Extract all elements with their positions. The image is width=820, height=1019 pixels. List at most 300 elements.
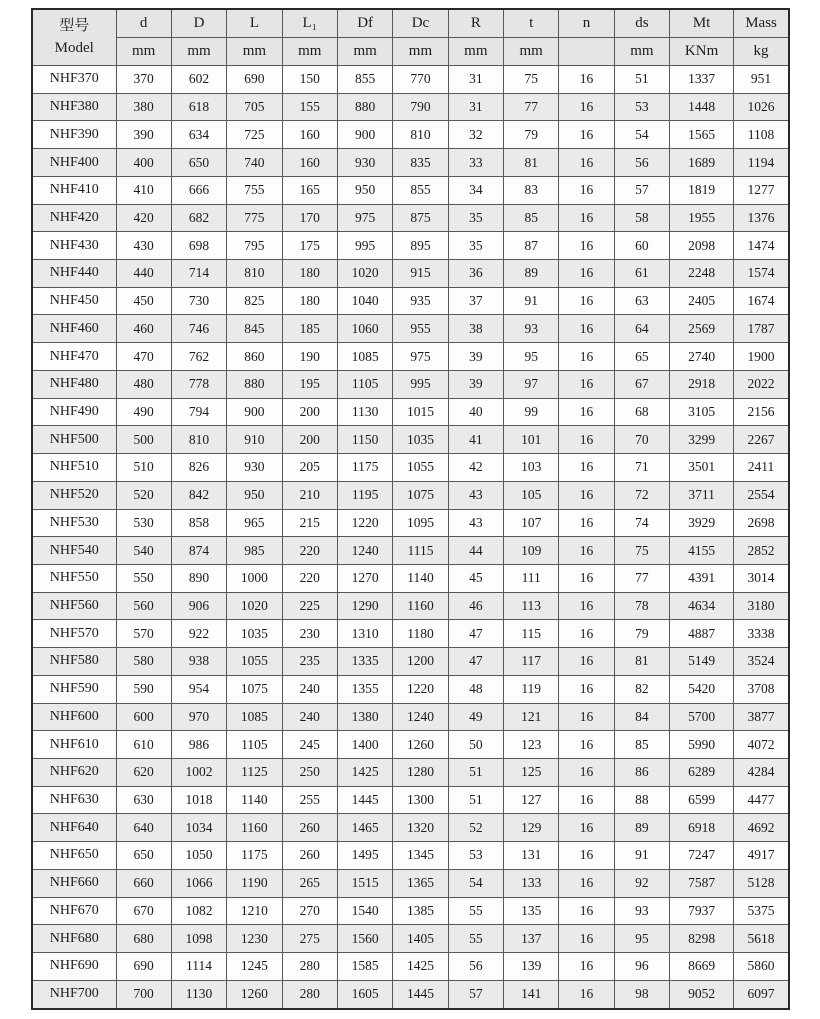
value-cell-n: 16	[559, 758, 614, 786]
value-cell-L: 1210	[227, 897, 282, 925]
value-cell-ds: 71	[614, 454, 669, 482]
value-cell-Mt: 3711	[670, 481, 734, 509]
value-cell-Mt: 3299	[670, 426, 734, 454]
value-cell-Df: 1040	[337, 287, 392, 315]
column-header-Dc: Dc	[393, 9, 448, 38]
value-cell-Dc: 875	[393, 204, 448, 232]
value-cell-t: 81	[504, 149, 559, 177]
value-cell-Mass: 3708	[734, 675, 789, 703]
column-unit-ds: mm	[614, 38, 669, 66]
value-cell-t: 93	[504, 315, 559, 343]
value-cell-Mt: 4634	[670, 592, 734, 620]
value-cell-Dc: 1365	[393, 869, 448, 897]
value-cell-Mt: 1337	[670, 66, 734, 94]
value-cell-n: 16	[559, 370, 614, 398]
value-cell-R: 31	[448, 66, 503, 94]
value-cell-R: 42	[448, 454, 503, 482]
value-cell-L: 950	[227, 481, 282, 509]
model-cell: NHF690	[32, 953, 116, 981]
model-cell: NHF450	[32, 287, 116, 315]
value-cell-Mt: 7247	[670, 842, 734, 870]
value-cell-ds: 56	[614, 149, 669, 177]
model-cell: NHF610	[32, 731, 116, 759]
value-cell-t: 87	[504, 232, 559, 260]
model-cell: NHF620	[32, 758, 116, 786]
model-cell: NHF520	[32, 481, 116, 509]
value-cell-L: 1105	[227, 731, 282, 759]
model-cell: NHF700	[32, 980, 116, 1009]
value-cell-L: 1125	[227, 758, 282, 786]
value-cell-d: 510	[116, 454, 171, 482]
value-cell-ds: 85	[614, 731, 669, 759]
model-header-en: Model	[54, 39, 94, 56]
value-cell-d: 540	[116, 537, 171, 565]
value-cell-n: 16	[559, 648, 614, 676]
value-cell-D: 1082	[171, 897, 226, 925]
value-cell-Mass: 951	[734, 66, 789, 94]
value-cell-D: 842	[171, 481, 226, 509]
value-cell-Df: 1085	[337, 343, 392, 371]
value-cell-Mass: 4477	[734, 786, 789, 814]
value-cell-L: 740	[227, 149, 282, 177]
value-cell-d: 490	[116, 398, 171, 426]
value-cell-Dc: 1280	[393, 758, 448, 786]
value-cell-Mass: 4072	[734, 731, 789, 759]
value-cell-d: 570	[116, 620, 171, 648]
value-cell-Mass: 2022	[734, 370, 789, 398]
value-cell-L1: 160	[282, 121, 337, 149]
value-cell-Mt: 2569	[670, 315, 734, 343]
value-cell-Dc: 835	[393, 149, 448, 177]
value-cell-n: 16	[559, 620, 614, 648]
value-cell-Dc: 855	[393, 176, 448, 204]
table-row	[32, 66, 789, 94]
model-cell: NHF550	[32, 564, 116, 592]
value-cell-L: 965	[227, 509, 282, 537]
value-cell-Df: 1585	[337, 953, 392, 981]
value-cell-L: 1000	[227, 564, 282, 592]
value-cell-Df: 1310	[337, 620, 392, 648]
value-cell-R: 41	[448, 426, 503, 454]
value-cell-Mt: 9052	[670, 980, 734, 1009]
value-cell-t: 111	[504, 564, 559, 592]
value-cell-D: 1034	[171, 814, 226, 842]
value-cell-t: 85	[504, 204, 559, 232]
value-cell-Df: 1400	[337, 731, 392, 759]
model-cell: NHF370	[32, 66, 116, 94]
value-cell-L1: 210	[282, 481, 337, 509]
value-cell-t: 79	[504, 121, 559, 149]
value-cell-d: 530	[116, 509, 171, 537]
value-cell-Dc: 1115	[393, 537, 448, 565]
value-cell-ds: 92	[614, 869, 669, 897]
column-unit-L: mm	[227, 38, 282, 66]
value-cell-L1: 245	[282, 731, 337, 759]
value-cell-Dc: 1095	[393, 509, 448, 537]
value-cell-ds: 70	[614, 426, 669, 454]
value-cell-Dc: 1405	[393, 925, 448, 953]
value-cell-n: 16	[559, 232, 614, 260]
value-cell-ds: 65	[614, 343, 669, 371]
value-cell-R: 32	[448, 121, 503, 149]
value-cell-L1: 155	[282, 93, 337, 121]
value-cell-L: 880	[227, 370, 282, 398]
value-cell-L: 930	[227, 454, 282, 482]
value-cell-t: 91	[504, 287, 559, 315]
table-row	[32, 93, 789, 121]
value-cell-ds: 68	[614, 398, 669, 426]
value-cell-L1: 165	[282, 176, 337, 204]
value-cell-Mt: 4887	[670, 620, 734, 648]
value-cell-n: 16	[559, 121, 614, 149]
value-cell-t: 119	[504, 675, 559, 703]
value-cell-L: 825	[227, 287, 282, 315]
value-cell-Df: 975	[337, 204, 392, 232]
value-cell-Df: 1425	[337, 758, 392, 786]
table-row	[32, 287, 789, 315]
value-cell-Mt: 7937	[670, 897, 734, 925]
value-cell-R: 52	[448, 814, 503, 842]
value-cell-Mass: 2554	[734, 481, 789, 509]
value-cell-Dc: 1160	[393, 592, 448, 620]
value-cell-d: 550	[116, 564, 171, 592]
value-cell-D: 986	[171, 731, 226, 759]
value-cell-Mt: 2918	[670, 370, 734, 398]
table-row	[32, 842, 789, 870]
value-cell-D: 1050	[171, 842, 226, 870]
value-cell-R: 45	[448, 564, 503, 592]
model-cell: NHF670	[32, 897, 116, 925]
model-cell: NHF510	[32, 454, 116, 482]
value-cell-Dc: 1055	[393, 454, 448, 482]
value-cell-R: 49	[448, 703, 503, 731]
value-cell-D: 762	[171, 343, 226, 371]
value-cell-Mt: 1955	[670, 204, 734, 232]
value-cell-Df: 1445	[337, 786, 392, 814]
value-cell-Mt: 1448	[670, 93, 734, 121]
value-cell-L1: 175	[282, 232, 337, 260]
value-cell-D: 890	[171, 564, 226, 592]
value-cell-D: 874	[171, 537, 226, 565]
model-header-cn: 型号	[59, 17, 90, 34]
value-cell-Mass: 1674	[734, 287, 789, 315]
value-cell-d: 480	[116, 370, 171, 398]
value-cell-Dc: 1220	[393, 675, 448, 703]
table-row	[32, 897, 789, 925]
table-row	[32, 731, 789, 759]
value-cell-D: 666	[171, 176, 226, 204]
column-header-t: t	[504, 9, 559, 38]
model-cell: NHF380	[32, 93, 116, 121]
value-cell-L1: 180	[282, 260, 337, 288]
value-cell-L1: 240	[282, 675, 337, 703]
value-cell-Mt: 2405	[670, 287, 734, 315]
value-cell-ds: 91	[614, 842, 669, 870]
value-cell-Df: 1105	[337, 370, 392, 398]
value-cell-ds: 98	[614, 980, 669, 1009]
value-cell-ds: 95	[614, 925, 669, 953]
value-cell-D: 1114	[171, 953, 226, 981]
value-cell-L: 1020	[227, 592, 282, 620]
value-cell-L: 690	[227, 66, 282, 94]
value-cell-Mt: 3105	[670, 398, 734, 426]
value-cell-L1: 265	[282, 869, 337, 897]
column-header-Mass: Mass	[734, 9, 789, 38]
value-cell-Df: 1130	[337, 398, 392, 426]
column-header-D: D	[171, 9, 226, 38]
value-cell-n: 16	[559, 93, 614, 121]
model-cell: NHF440	[32, 260, 116, 288]
value-cell-t: 135	[504, 897, 559, 925]
value-cell-Df: 880	[337, 93, 392, 121]
value-cell-D: 634	[171, 121, 226, 149]
value-cell-Df: 1060	[337, 315, 392, 343]
value-cell-n: 16	[559, 260, 614, 288]
value-cell-L: 910	[227, 426, 282, 454]
value-cell-D: 938	[171, 648, 226, 676]
value-cell-L1: 170	[282, 204, 337, 232]
value-cell-L1: 195	[282, 370, 337, 398]
value-cell-Mass: 6097	[734, 980, 789, 1009]
value-cell-Dc: 995	[393, 370, 448, 398]
value-cell-t: 113	[504, 592, 559, 620]
value-cell-Dc: 1320	[393, 814, 448, 842]
value-cell-t: 105	[504, 481, 559, 509]
value-cell-L: 1140	[227, 786, 282, 814]
value-cell-Df: 1380	[337, 703, 392, 731]
value-cell-ds: 88	[614, 786, 669, 814]
table-row	[32, 869, 789, 897]
value-cell-D: 602	[171, 66, 226, 94]
value-cell-L1: 160	[282, 149, 337, 177]
value-cell-ds: 78	[614, 592, 669, 620]
value-cell-t: 77	[504, 93, 559, 121]
value-cell-n: 16	[559, 592, 614, 620]
model-cell: NHF410	[32, 176, 116, 204]
column-unit-n	[559, 38, 614, 66]
value-cell-D: 778	[171, 370, 226, 398]
column-header-n: n	[559, 9, 614, 38]
value-cell-ds: 72	[614, 481, 669, 509]
value-cell-Df: 855	[337, 66, 392, 94]
column-unit-Dc: mm	[393, 38, 448, 66]
value-cell-Dc: 1035	[393, 426, 448, 454]
model-cell: NHF560	[32, 592, 116, 620]
header-units-row	[32, 38, 789, 66]
value-cell-L1: 150	[282, 66, 337, 94]
table-row	[32, 232, 789, 260]
table-row	[32, 204, 789, 232]
value-cell-Mt: 4391	[670, 564, 734, 592]
value-cell-n: 16	[559, 509, 614, 537]
value-cell-Df: 1335	[337, 648, 392, 676]
value-cell-R: 53	[448, 842, 503, 870]
value-cell-L1: 220	[282, 564, 337, 592]
value-cell-Dc: 1180	[393, 620, 448, 648]
value-cell-R: 40	[448, 398, 503, 426]
model-cell: NHF420	[32, 204, 116, 232]
value-cell-d: 670	[116, 897, 171, 925]
column-header-Df: Df	[337, 9, 392, 38]
table-header	[32, 9, 789, 66]
value-cell-R: 34	[448, 176, 503, 204]
header-labels-row	[32, 9, 789, 38]
value-cell-d: 580	[116, 648, 171, 676]
value-cell-n: 16	[559, 481, 614, 509]
value-cell-d: 420	[116, 204, 171, 232]
table-row	[32, 980, 789, 1009]
value-cell-ds: 96	[614, 953, 669, 981]
value-cell-D: 1018	[171, 786, 226, 814]
value-cell-d: 410	[116, 176, 171, 204]
value-cell-D: 714	[171, 260, 226, 288]
table-row	[32, 925, 789, 953]
value-cell-ds: 57	[614, 176, 669, 204]
value-cell-L: 845	[227, 315, 282, 343]
value-cell-Df: 1175	[337, 454, 392, 482]
value-cell-t: 139	[504, 953, 559, 981]
value-cell-ds: 77	[614, 564, 669, 592]
value-cell-t: 75	[504, 66, 559, 94]
value-cell-Mt: 3501	[670, 454, 734, 482]
value-cell-L: 1230	[227, 925, 282, 953]
value-cell-Mass: 1376	[734, 204, 789, 232]
value-cell-n: 16	[559, 537, 614, 565]
value-cell-Df: 1270	[337, 564, 392, 592]
value-cell-L: 725	[227, 121, 282, 149]
value-cell-Df: 1195	[337, 481, 392, 509]
value-cell-Mass: 3877	[734, 703, 789, 731]
value-cell-Dc: 955	[393, 315, 448, 343]
value-cell-R: 37	[448, 287, 503, 315]
column-unit-R: mm	[448, 38, 503, 66]
value-cell-L: 985	[227, 537, 282, 565]
value-cell-R: 51	[448, 786, 503, 814]
value-cell-L1: 220	[282, 537, 337, 565]
value-cell-ds: 86	[614, 758, 669, 786]
value-cell-d: 460	[116, 315, 171, 343]
value-cell-n: 16	[559, 814, 614, 842]
value-cell-ds: 74	[614, 509, 669, 537]
value-cell-d: 660	[116, 869, 171, 897]
value-cell-Mt: 6918	[670, 814, 734, 842]
value-cell-Mass: 3014	[734, 564, 789, 592]
value-cell-d: 390	[116, 121, 171, 149]
value-cell-ds: 60	[614, 232, 669, 260]
value-cell-d: 370	[116, 66, 171, 94]
value-cell-Df: 1560	[337, 925, 392, 953]
value-cell-n: 16	[559, 204, 614, 232]
model-cell: NHF590	[32, 675, 116, 703]
model-cell: NHF540	[32, 537, 116, 565]
value-cell-n: 16	[559, 564, 614, 592]
column-unit-Df: mm	[337, 38, 392, 66]
value-cell-d: 470	[116, 343, 171, 371]
value-cell-n: 16	[559, 897, 614, 925]
value-cell-R: 43	[448, 481, 503, 509]
value-cell-t: 131	[504, 842, 559, 870]
value-cell-L1: 190	[282, 343, 337, 371]
value-cell-D: 1130	[171, 980, 226, 1009]
value-cell-D: 794	[171, 398, 226, 426]
value-cell-L: 705	[227, 93, 282, 121]
value-cell-R: 51	[448, 758, 503, 786]
value-cell-Df: 1290	[337, 592, 392, 620]
model-cell: NHF480	[32, 370, 116, 398]
value-cell-Mt: 5149	[670, 648, 734, 676]
value-cell-R: 46	[448, 592, 503, 620]
model-cell: NHF640	[32, 814, 116, 842]
value-cell-Mass: 5860	[734, 953, 789, 981]
value-cell-ds: 89	[614, 814, 669, 842]
value-cell-Dc: 1240	[393, 703, 448, 731]
column-header-L1: L₁	[282, 9, 337, 38]
value-cell-t: 95	[504, 343, 559, 371]
value-cell-Dc: 935	[393, 287, 448, 315]
value-cell-d: 650	[116, 842, 171, 870]
value-cell-R: 33	[448, 149, 503, 177]
column-header-L: L	[227, 9, 282, 38]
value-cell-n: 16	[559, 980, 614, 1009]
column-header-d: d	[116, 9, 171, 38]
value-cell-Df: 930	[337, 149, 392, 177]
table-row	[32, 121, 789, 149]
value-cell-n: 16	[559, 454, 614, 482]
value-cell-R: 54	[448, 869, 503, 897]
column-unit-d: mm	[116, 38, 171, 66]
value-cell-L: 1035	[227, 620, 282, 648]
value-cell-Mt: 7587	[670, 869, 734, 897]
value-cell-R: 57	[448, 980, 503, 1009]
value-cell-Mass: 5375	[734, 897, 789, 925]
value-cell-L: 860	[227, 343, 282, 371]
value-cell-ds: 82	[614, 675, 669, 703]
value-cell-Dc: 975	[393, 343, 448, 371]
table-body	[32, 66, 789, 1010]
table-row	[32, 343, 789, 371]
value-cell-L1: 280	[282, 980, 337, 1009]
table-row	[32, 564, 789, 592]
model-cell: NHF470	[32, 343, 116, 371]
value-cell-L1: 270	[282, 897, 337, 925]
value-cell-n: 16	[559, 149, 614, 177]
value-cell-D: 698	[171, 232, 226, 260]
value-cell-Mt: 2248	[670, 260, 734, 288]
value-cell-Dc: 1200	[393, 648, 448, 676]
value-cell-Dc: 770	[393, 66, 448, 94]
value-cell-Mt: 5420	[670, 675, 734, 703]
value-cell-Df: 1605	[337, 980, 392, 1009]
value-cell-L1: 255	[282, 786, 337, 814]
table-row	[32, 786, 789, 814]
value-cell-R: 56	[448, 953, 503, 981]
value-cell-Mt: 6599	[670, 786, 734, 814]
value-cell-Mass: 5128	[734, 869, 789, 897]
value-cell-Mt: 1689	[670, 149, 734, 177]
value-cell-d: 700	[116, 980, 171, 1009]
value-cell-n: 16	[559, 786, 614, 814]
value-cell-R: 35	[448, 204, 503, 232]
value-cell-t: 117	[504, 648, 559, 676]
value-cell-t: 141	[504, 980, 559, 1009]
value-cell-ds: 58	[614, 204, 669, 232]
value-cell-ds: 54	[614, 121, 669, 149]
value-cell-D: 810	[171, 426, 226, 454]
value-cell-ds: 84	[614, 703, 669, 731]
value-cell-R: 55	[448, 925, 503, 953]
value-cell-Mt: 2098	[670, 232, 734, 260]
value-cell-L: 1160	[227, 814, 282, 842]
